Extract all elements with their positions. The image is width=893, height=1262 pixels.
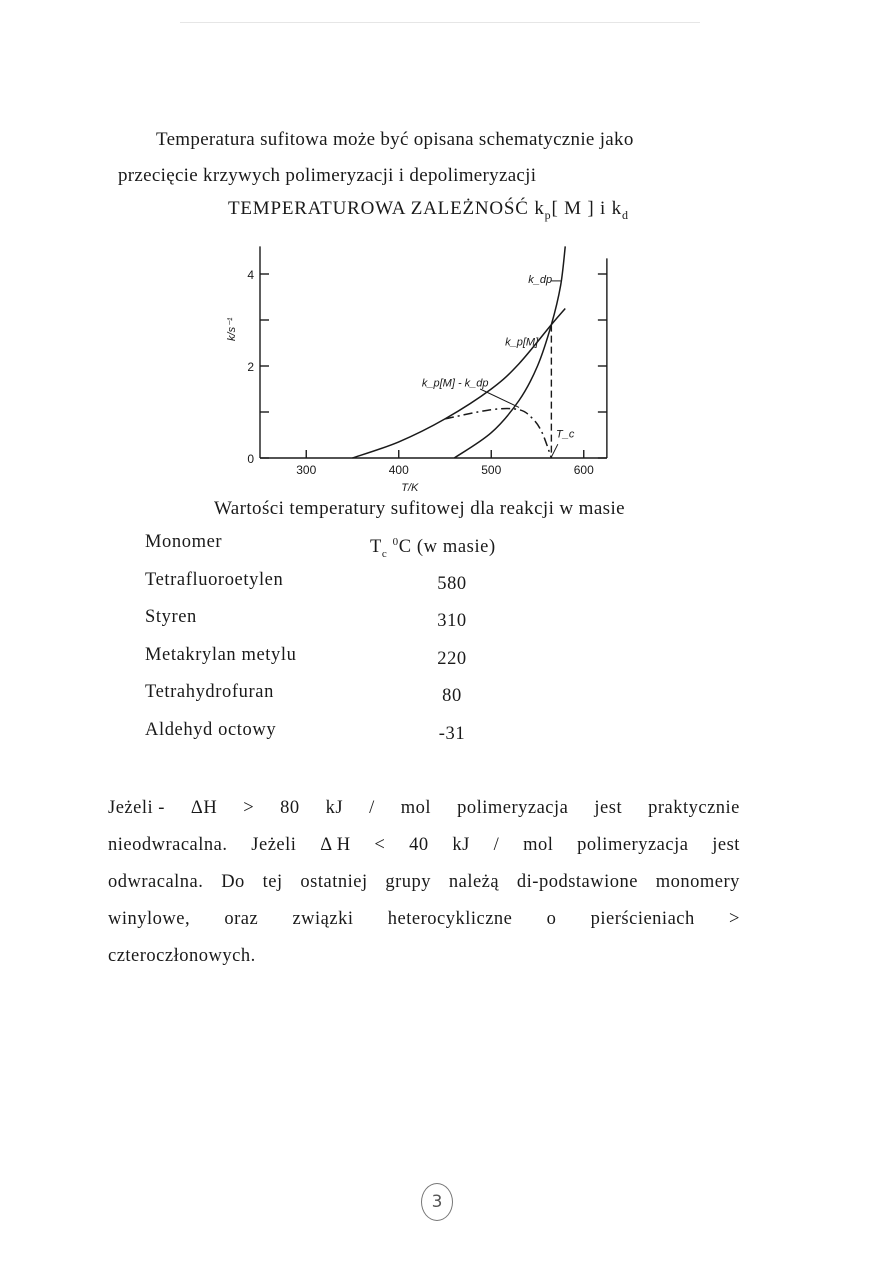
closing-line-2 <box>108 827 740 864</box>
table-row <box>145 645 565 683</box>
chart-title-sub-p: p <box>544 207 552 222</box>
closing-word: heterocykliczne <box>387 909 513 929</box>
chart-title-middle: [ M ] i k <box>551 198 622 219</box>
closing-line-1 <box>108 790 740 827</box>
closing-word: 40 <box>409 835 429 855</box>
closing-word: nieodwracalna. <box>108 835 228 855</box>
table-title: Wartości temperatury sufitowej dla reakcji w masie <box>214 498 625 519</box>
closing-word: > <box>243 798 255 818</box>
closing-word: di-podstawione <box>516 872 638 892</box>
series-label-kpm: k_p[M] <box>505 336 539 349</box>
closing-word: ostatniej <box>300 872 368 892</box>
series-label-kpm-minus-kdp: k_p[M] - k_dp <box>421 377 489 390</box>
row-monomer: Aldehyd octowy <box>145 719 277 740</box>
closing-word: jest <box>594 798 623 818</box>
series-label-kdp: k_dp <box>528 274 553 287</box>
closing-word: związki <box>292 909 354 929</box>
kpm-minus-kdp-leader <box>480 389 519 407</box>
table-row <box>145 720 565 758</box>
closing-line-3 <box>108 864 740 901</box>
series-line-k-p-m-k-dp <box>445 409 551 458</box>
closing-word: polimeryzacja <box>577 835 689 855</box>
header-monomer: Monomer <box>145 532 223 552</box>
closing-word: kJ <box>452 835 470 855</box>
closing-word: monomery <box>655 872 740 892</box>
closing-paragraph <box>108 790 740 975</box>
closing-word: < <box>374 835 386 855</box>
row-monomer: Styren <box>145 607 197 627</box>
temperature-dependence-chart <box>215 228 615 498</box>
row-tc: 220 <box>437 648 467 669</box>
closing-word: mol <box>523 835 554 855</box>
x-axis-label: T/K <box>401 482 419 494</box>
closing-word: pierścieniach <box>590 909 695 929</box>
header-tc-prefix: T <box>370 537 382 558</box>
closing-word: odwracalna. <box>108 872 204 892</box>
row-tc: 310 <box>437 611 467 631</box>
closing-word: > <box>729 909 740 929</box>
table-row <box>145 682 565 720</box>
closing-word: grupy <box>385 872 432 892</box>
row-tc: 80 <box>442 686 462 706</box>
chart-axes <box>260 246 607 458</box>
closing-word: mol <box>400 798 432 818</box>
closing-word: tej <box>262 872 283 892</box>
y-tick-label: 0 <box>247 452 254 466</box>
closing-word: praktycznie <box>648 798 740 818</box>
tc-leader <box>551 444 557 457</box>
closing-word: ΔH <box>190 798 218 818</box>
table-row <box>145 570 565 608</box>
x-tick-label: 400 <box>388 463 409 477</box>
header-tc-suffix: C (w masie) <box>398 537 496 558</box>
header-tc <box>370 536 496 560</box>
table-header-row <box>145 532 565 570</box>
chart-title-prefix: TEMPERATUROWA ZALEŻNOŚĆ k <box>228 198 545 219</box>
x-tick-label: 300 <box>296 463 317 477</box>
closing-word: należą <box>448 872 500 892</box>
closing-word: Do <box>221 872 245 892</box>
intro-line-2: przecięcie krzywych polimeryzacji i depolimeryzacji <box>118 165 537 186</box>
intro-line-1: Temperatura sufitowa może być opisana schematycznie jako <box>156 129 634 150</box>
chart-title <box>228 198 629 223</box>
chart-ticks <box>260 274 607 458</box>
tc-label: T_c <box>556 428 575 441</box>
closing-word: polimeryzacja <box>457 798 569 818</box>
row-tc: 580 <box>437 573 467 594</box>
closing-line-4 <box>108 901 740 938</box>
closing-line-5 <box>108 938 740 975</box>
page-number: 3 <box>421 1183 453 1221</box>
row-monomer: Metakrylan metylu <box>145 644 297 665</box>
closing-word: / <box>493 835 500 855</box>
scan-top-rule <box>180 22 700 23</box>
table-row <box>145 607 565 645</box>
x-tick-label: 600 <box>573 463 594 477</box>
x-tick-label: 500 <box>481 463 502 477</box>
closing-word: winylowe, <box>108 909 191 929</box>
closing-word: Jeżeli <box>251 835 297 855</box>
chart-labels <box>226 268 594 494</box>
header-tc-sup: 0 <box>392 536 399 548</box>
y-tick-label: 2 <box>247 360 254 374</box>
row-monomer: Tetrafluoroetylen <box>145 569 284 590</box>
ceiling-temperature-table <box>145 532 565 757</box>
closing-word: Jeżeli - <box>108 798 165 818</box>
closing-word: jest <box>712 835 740 855</box>
chart-title-sub-d: d <box>621 207 629 222</box>
closing-word: Δ H <box>320 835 351 855</box>
row-tc: -31 <box>438 723 466 744</box>
row-monomer: Tetrahydrofuran <box>145 682 274 702</box>
y-axis-label: k/s⁻¹ <box>226 317 238 341</box>
closing-word: / <box>369 798 375 818</box>
closing-word: o <box>546 909 557 929</box>
intro-paragraph <box>118 122 768 194</box>
header-tc-sub: c <box>381 547 388 560</box>
closing-word: 80 <box>280 798 300 818</box>
y-tick-label: 4 <box>247 268 254 282</box>
closing-word: oraz <box>224 909 259 929</box>
closing-line-5-text: czteroczłonowych. <box>108 946 256 966</box>
closing-word: kJ <box>325 798 344 818</box>
